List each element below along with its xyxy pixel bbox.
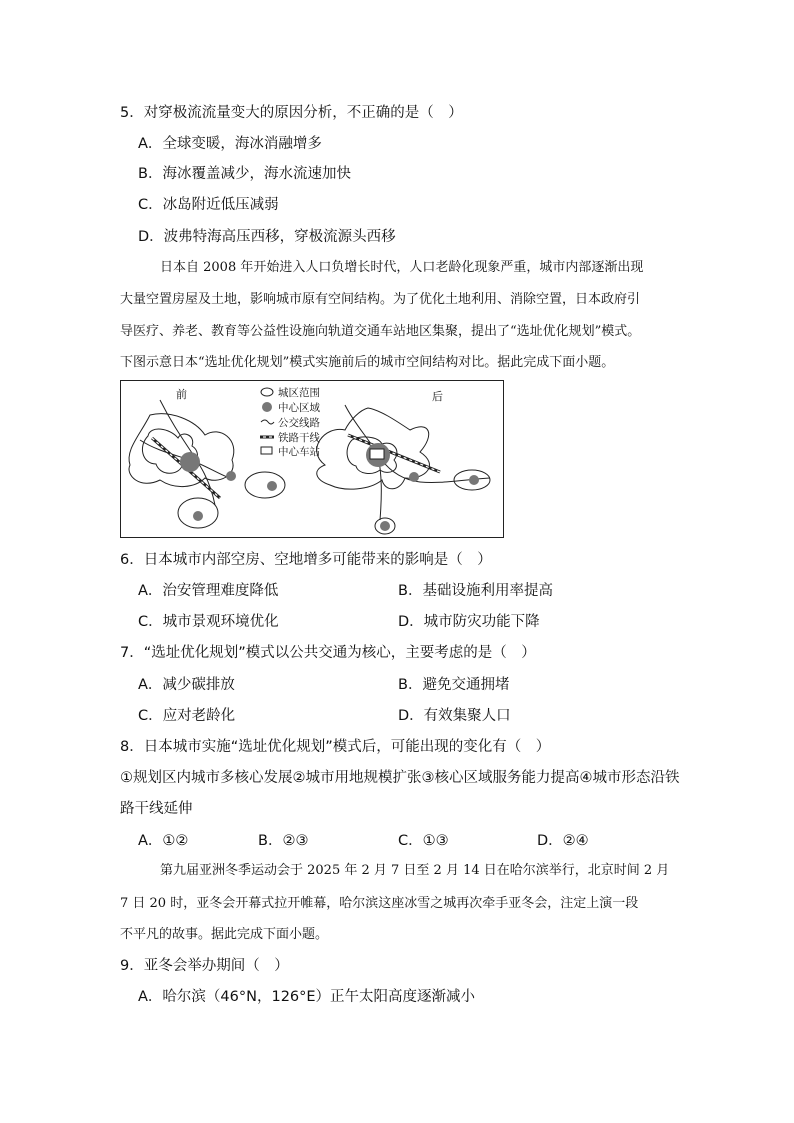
passage2-line-2: 7 日 20 时，亚冬会开幕式拉开帷幕，哈尔滨这座冰雪之城再次牵手亚冬会，注定上演一段	[120, 896, 639, 911]
q6-option-b: B．基础设施利用率提高	[398, 583, 553, 599]
legend-urban-area: 城区范围	[278, 387, 320, 399]
q6-stem: 6．日本城市内部空房、空地增多可能带来的影响是（ ）	[120, 552, 492, 568]
q8-option-d: D．②④	[537, 833, 589, 849]
q8-stem: 8．日本城市实施“选址优化规划”模式后，可能出现的变化有（ ）	[120, 739, 551, 755]
city-structure-figure	[120, 380, 504, 538]
q6-option-c: C．城市景观环境优化	[138, 614, 279, 630]
legend-urban-area-symbol	[261, 388, 273, 396]
passage1-line-2: 大量空置房屋及土地，影响城市原有空间结构。为了优化土地利用、消除空置，日本政府引	[120, 292, 641, 307]
legend-center-area-symbol	[262, 402, 272, 412]
q9-option-a: A．哈尔滨（46°N，126°E）正午太阳高度逐渐减小	[138, 989, 476, 1005]
q7-option-c: C．应对老龄化	[138, 708, 236, 724]
passage1-line-3: 导医疗、养老、教育等公益性设施向轨道交通车站地区集聚，提出了“选址优化规划”模式。	[120, 324, 641, 339]
q5-option-a: A．全球变暖，海冰消融增多	[138, 136, 322, 152]
q7-stem: 7．“选址优化规划”模式以公共交通为核心，主要考虑的是（ ）	[120, 645, 536, 661]
passage2-line-1: 第九届亚洲冬季运动会于 2025 年 2 月 7 日至 2 月 14 日在哈尔滨举行，北京时间 2 月	[160, 863, 670, 878]
q5-option-b: B．海冰覆盖减少，海水流速加快	[138, 166, 351, 182]
label-after: 后	[432, 390, 443, 403]
q8-option-b: B．②③	[258, 833, 309, 849]
passage1-line-1: 日本自 2008 年开始进入人口负增长时代，人口老龄化现象严重，城市内部逐渐出现	[160, 260, 644, 275]
q8-option-a: A．①②	[138, 833, 189, 849]
q7-option-d: D．有效集聚人口	[398, 708, 511, 724]
before-center-area	[180, 452, 200, 472]
q5-option-c: C．冰岛附近低压减弱	[138, 197, 279, 213]
q7-option-b: B．避免交通拥堵	[398, 677, 510, 693]
q8-items-line-1: ①规划区内城市多核心发展②城市用地规模扩张③核心区域服务能力提高④城市形态沿铁	[120, 770, 680, 786]
q8-items-line-2: 路干线延伸	[120, 801, 193, 817]
passage2-line-3: 不平凡的故事。据此完成下面小题。	[120, 927, 329, 942]
label-before: 前	[176, 388, 187, 401]
q6-option-d: D．城市防灾功能下降	[398, 614, 540, 630]
passage1-line-4: 下图示意日本“选址优化规划”模式实施前后的城市空间结构对比。据此完成下面小题。	[120, 355, 615, 370]
after-center-station	[370, 449, 384, 459]
q6-option-a: A．治安管理难度降低	[138, 583, 279, 599]
q7-option-a: A．减少碳排放	[138, 677, 235, 693]
legend-center-area: 中心区域	[278, 402, 320, 414]
legend-station-symbol	[261, 447, 272, 454]
legend-station: 中心车站	[278, 446, 320, 458]
legend-railway: 铁路干线	[278, 432, 320, 444]
q9-stem: 9．亚冬会举办期间（ ）	[120, 958, 289, 974]
q8-option-c: C．①③	[398, 833, 449, 849]
q5-stem: 5．对穿极流流量变大的原因分析，不正确的是（ ）	[120, 105, 463, 121]
legend-bus-line: 公交线路	[278, 417, 320, 429]
q5-option-d: D．波弗特海高压西移，穿极流源头西移	[138, 229, 396, 245]
